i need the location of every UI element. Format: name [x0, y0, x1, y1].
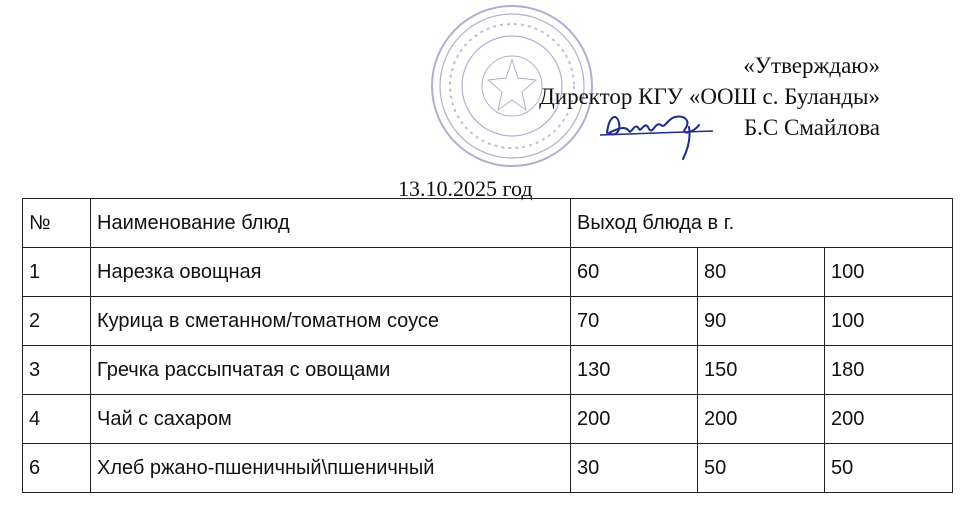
- row-yield-2: 50: [698, 444, 825, 493]
- director-title: Директор КГУ «ООШ с. Буланды»: [539, 84, 880, 109]
- table-row: [23, 444, 953, 493]
- table-row: [23, 297, 953, 346]
- row-dish: Хлеб ржано-пшеничный\пшеничный: [91, 444, 571, 493]
- row-yield-3: 50: [825, 444, 953, 493]
- row-yield-1: 60: [571, 248, 698, 297]
- row-number: 4: [23, 395, 91, 444]
- row-yield-3: 200: [825, 395, 953, 444]
- approval-title: «Утверждаю»: [743, 53, 880, 78]
- row-dish: Курица в сметанном/томатном соусе: [91, 297, 571, 346]
- table-row: [23, 395, 953, 444]
- document-date: 13.10.2025 год: [398, 176, 533, 201]
- row-number: 6: [23, 444, 91, 493]
- table-row: [23, 248, 953, 297]
- row-number: 2: [23, 297, 91, 346]
- row-yield-3: 100: [825, 248, 953, 297]
- row-yield-2: 90: [698, 297, 825, 346]
- signer-name: Б.С Смайлова: [743, 115, 880, 140]
- row-yield-2: 80: [698, 248, 825, 297]
- row-yield-2: 150: [698, 346, 825, 395]
- header-dish: Наименование блюд: [91, 199, 571, 248]
- signature-line: [744, 112, 880, 143]
- row-yield-1: 200: [571, 395, 698, 444]
- row-dish: Нарезка овощная: [91, 248, 571, 297]
- table-header-row: [23, 199, 953, 248]
- row-yield-3: 100: [825, 297, 953, 346]
- signature-icon: [595, 103, 720, 163]
- row-dish: Гречка рассыпчатая с овощами: [91, 346, 571, 395]
- row-yield-1: 30: [571, 444, 698, 493]
- row-number: 1: [23, 248, 91, 297]
- row-yield-1: 130: [571, 346, 698, 395]
- row-number: 3: [23, 346, 91, 395]
- row-yield-2: 200: [698, 395, 825, 444]
- row-yield-1: 70: [571, 297, 698, 346]
- menu-table: [22, 198, 953, 493]
- header-yield: Выход блюда в г.: [571, 199, 953, 248]
- table-row: [23, 346, 953, 395]
- row-yield-3: 180: [825, 346, 953, 395]
- header-number: №: [23, 199, 91, 248]
- row-dish: Чай с сахаром: [91, 395, 571, 444]
